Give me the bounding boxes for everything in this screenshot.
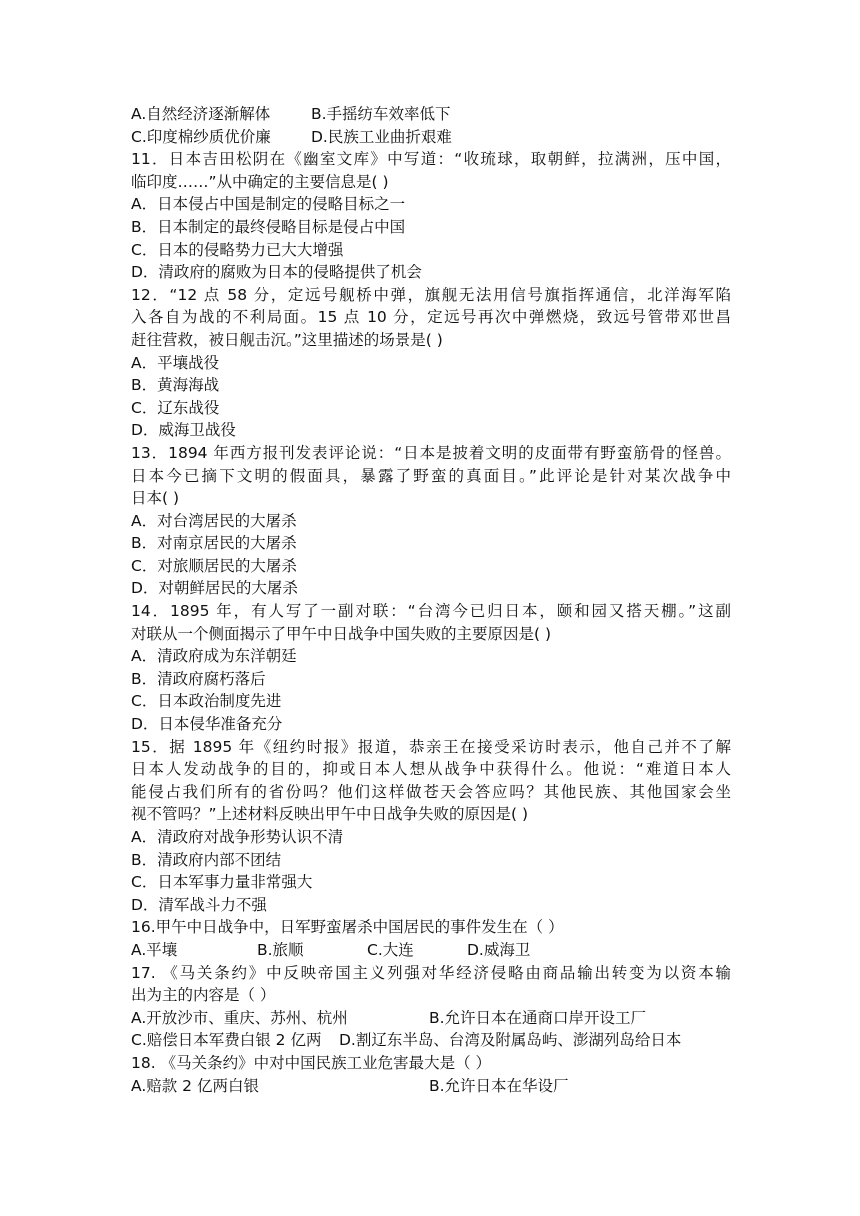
q12-option-c: C．辽东战役: [131, 398, 220, 417]
q16-option-c: C.大连: [367, 940, 414, 959]
q12-option-a: A．平壤战役: [131, 353, 220, 372]
q14-stem-line-1: 14．1895 年，有人写了一副对联：“台湾今已归日本，颐和园又搭天棚。”这副: [131, 602, 731, 621]
q10-option-d: D.民族工业曲折艰难: [311, 127, 452, 146]
q16-option-a: A.平壤: [131, 940, 178, 959]
q12-stem-line-1: 12．“12 点 58 分，定远号舰桥中弹，旗舰无法用信号旗指挥通信，北洋海军陷: [131, 285, 731, 304]
q13-stem-line-3: 日本( ): [131, 489, 180, 508]
q15-option-c: C．日本军事力量非常强大: [131, 873, 313, 892]
q18-option-a: A.赔款 2 亿两白银: [131, 1076, 259, 1095]
q16-options-row: [131, 939, 731, 962]
q12-stem-line-2: 入各自为战的不利局面。15 点 10 分，定远号再次中弹燃烧，致远号管带邓世昌: [131, 308, 731, 327]
q11-stem-line-2: 临印度……”从中确定的主要信息是( ): [131, 172, 389, 191]
q11-stem-line-1: 11．日本吉田松阴在《幽室文库》中写道：“收琉球，取朝鲜，拉满洲，压中国，: [131, 150, 731, 169]
q16-option-b: B.旅顺: [257, 940, 304, 959]
q18-stem: 18. 《马关条约》中对中国民族工业危害最大是（ ）: [131, 1053, 492, 1072]
q10-option-b: B.手摇纺车效率低下: [311, 105, 451, 123]
q13-option-a: A．对台湾居民的大屠杀: [131, 511, 297, 530]
q12-option-b: B．黄海海战: [131, 376, 220, 395]
q10-option-c: C.印度棉纱质优价廉: [131, 127, 271, 146]
q17-option-a: A.开放沙市、重庆、苏州、杭州: [131, 1008, 348, 1027]
q14-option-a: A．清政府成为东洋朝廷: [131, 647, 297, 666]
q14-stem-line-2: 对联从一个侧面揭示了甲午中日战争中国失败的主要原因是( ): [131, 624, 552, 643]
q11-option-c: C．日本的侵略势力已大大增强: [131, 240, 344, 259]
q18-option-b: B.允许日本在华设厂: [429, 1076, 569, 1095]
q17-option-c: C.赔偿日本军费白银 2 亿两: [131, 1031, 322, 1050]
q13-option-d: D．对朝鲜居民的大屠杀: [131, 579, 298, 598]
q15-stem-line-4: 视不管吗？”上述材料反映出甲午中日战争失败的原因是( ): [131, 805, 529, 824]
q13-option-b: B．对南京居民的大屠杀: [131, 534, 297, 553]
q15-stem-line-1: 15．据 1895 年《纽约时报》报道，恭亲王在接受采访时表示，他自己并不了解: [131, 737, 731, 756]
q17-options-row-1: [131, 1007, 731, 1030]
q13-stem-line-1: 13．1894 年西方报刊发表评论说：“日本是披着文明的皮面带有野蛮筋骨的怪兽。: [131, 443, 731, 462]
q17-stem-line-1: 17. 《马关条约》中反映帝国主义列强对华经济侵略由商品输出转变为以资本输: [131, 963, 731, 982]
q11-option-d: D．清政府的腐败为日本的侵略提供了机会: [131, 263, 422, 282]
q17-option-d: D.割辽东半岛、台湾及附属岛屿、澎湖列岛给日本: [339, 1031, 682, 1050]
q16-stem: 16.甲午中日战争中，日军野蛮屠杀中国居民的事件发生在（ ）: [131, 918, 564, 937]
exam-page: [131, 103, 731, 1097]
q15-option-a: A．清政府对战争形势认识不清: [131, 828, 344, 846]
q15-stem-line-2: 日本人发动战争的目的，抑或日本人想从战争中获得什么。他说：“难道日本人: [131, 760, 731, 779]
q11-option-b: B．日本制定的最终侵略目标是侵占中国: [131, 217, 406, 236]
q18-options-row-1: [131, 1075, 731, 1098]
q12-stem-line-3: 赶往营救，被日舰击沉。”这里描述的场景是( ): [131, 330, 443, 349]
q12-option-d: D．威海卫战役: [131, 421, 236, 440]
q11-option-a: A．日本侵占中国是制定的侵略目标之一: [131, 195, 406, 214]
q17-option-b: B.允许日本在通商口岸开设工厂: [429, 1008, 647, 1027]
q13-stem-line-2: 日本今已摘下文明的假面具，暴露了野蛮的真面目。”此评论是针对某次战争中: [131, 466, 731, 485]
q13-option-c: C．对旅顺居民的大屠杀: [131, 556, 297, 575]
q15-stem-line-3: 能侵占我们所有的省份吗？他们这样做苍天会答应吗？其他民族、其他国家会坐: [131, 782, 731, 801]
q10-option-a: A.自然经济逐渐解体: [131, 105, 271, 123]
q17-options-row-2: [131, 1029, 731, 1052]
q17-stem-line-2: 出为主的内容是（ ）: [131, 986, 276, 1005]
q10-options-row-2: [131, 126, 731, 149]
q14-option-b: B．清政府腐朽落后: [131, 669, 266, 688]
q15-option-d: D．清军战斗力不强: [131, 895, 267, 914]
q16-option-d: D.威海卫: [467, 940, 531, 959]
q10-options-row-1: [131, 103, 731, 126]
q15-option-b: B．清政府内部不团结: [131, 850, 282, 869]
q14-option-c: C．日本政治制度先进: [131, 692, 282, 711]
q14-option-d: D．日本侵华准备充分: [131, 715, 283, 734]
